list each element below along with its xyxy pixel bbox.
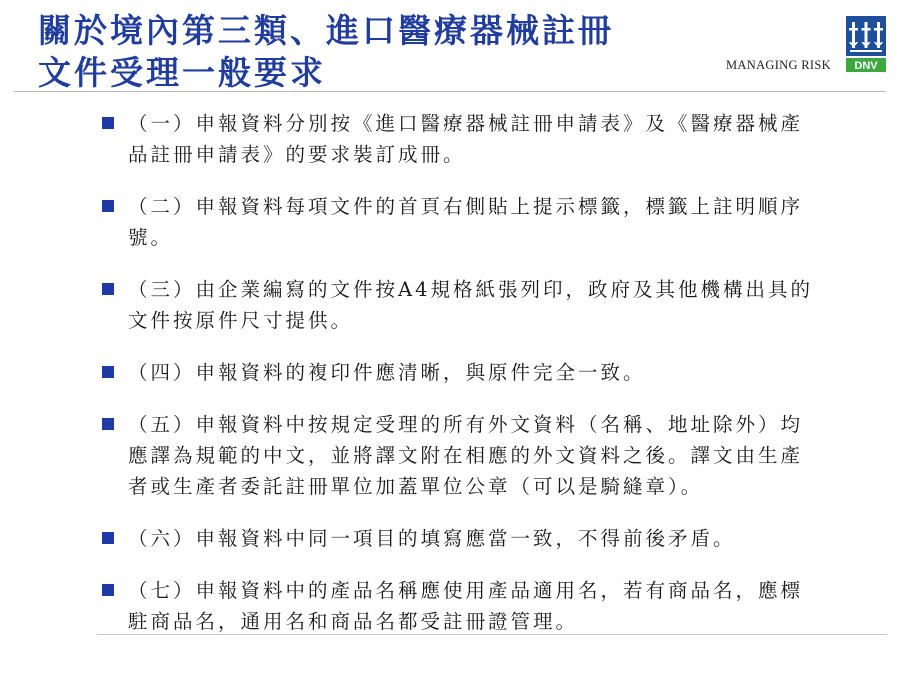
- list-item-text: （七）申報資料中的產品名稱應使用產品適用名，若有商品名，應標駐商品名，通用名和商品名都受註冊證管理。: [128, 579, 804, 633]
- logo-text: DNV: [854, 60, 878, 72]
- bullet-square-icon: [102, 584, 114, 596]
- footer-divider: [97, 634, 887, 635]
- list-item-text: （二）申報資料每項文件的首頁右側貼上提示標籤，標籤上註明順序號。: [128, 195, 804, 249]
- dnv-logo: [846, 16, 886, 74]
- header-divider: [14, 91, 886, 92]
- requirements-list: [100, 108, 820, 658]
- list-item-text: （一）申報資料分別按《進口醫療器械註冊申請表》及《醫療器械產品註冊申請表》的要求裝訂成冊。: [128, 112, 804, 166]
- list-item: [100, 523, 820, 554]
- list-item: [100, 274, 820, 336]
- list-item-text: （四）申報資料的複印件應清晰，與原件完全一致。: [128, 361, 646, 384]
- brand-tagline: MANAGING RISK: [726, 58, 831, 72]
- bullet-square-icon: [102, 200, 114, 212]
- list-item-text: （六）申報資料中同一項目的填寫應當一致，不得前後矛盾。: [128, 527, 736, 550]
- list-item-text: （三）由企業編寫的文件按A4規格紙張列印，政府及其他機構出具的文件按原件尺寸提供。: [128, 278, 813, 332]
- list-item-text: （五）申報資料中按規定受理的所有外文資料（名稱、地址除外）均應譯為規範的中文，並將譯文附在相應的外文資料之後。譯文由生產者或生產者委託註冊單位加蓋單位公章（可以是騎縫章）。: [128, 413, 804, 498]
- bullet-square-icon: [102, 366, 114, 378]
- list-item: [100, 108, 820, 170]
- bullet-square-icon: [102, 283, 114, 295]
- title-line-1: 關於境內第三類、進口醫療器械註冊: [38, 11, 614, 50]
- bullet-square-icon: [102, 418, 114, 430]
- page-title: [38, 10, 698, 94]
- bullet-square-icon: [102, 532, 114, 544]
- list-item: [100, 575, 820, 637]
- bullet-square-icon: [102, 117, 114, 129]
- title-line-2: 文件受理一般要求: [38, 53, 326, 92]
- list-item: [100, 357, 820, 388]
- list-item: [100, 191, 820, 253]
- list-item: [100, 409, 820, 502]
